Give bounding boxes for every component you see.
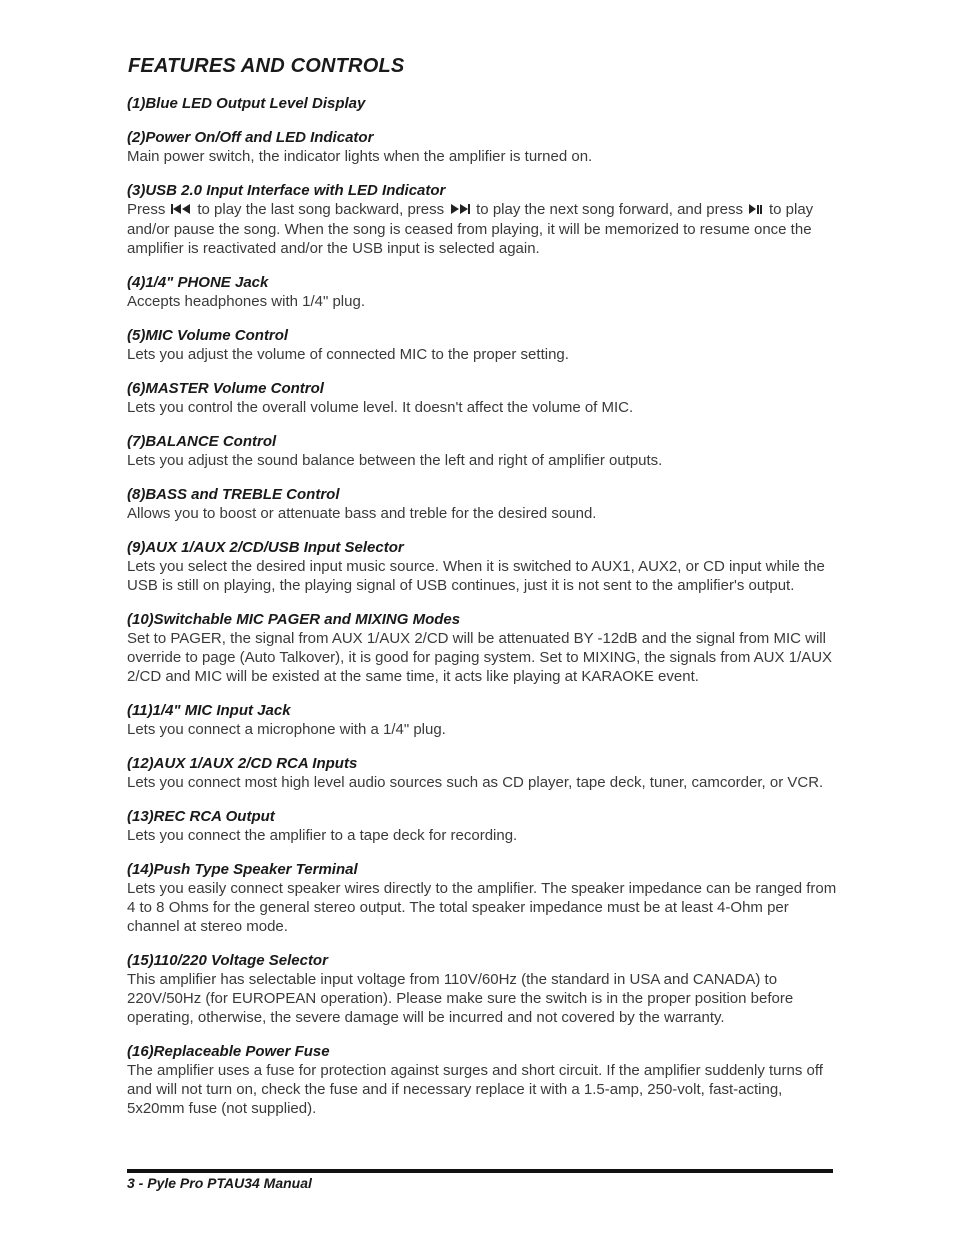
- feature-description: [127, 200, 837, 258]
- feature-heading: (8)BASS and TREBLE Control: [127, 485, 340, 503]
- feature-description: Main power switch, the indicator lights when the amplifier is turned on.: [127, 148, 593, 165]
- feature-item: [127, 952, 837, 1027]
- feature-item: [127, 129, 837, 166]
- feature-description: Lets you easily connect speaker wires directly to the amplifier. The speaker impedance can be ranged from 4 to 8 Ohms for the general stereo output. The total speaker impedance must be at least 4-Ohm per channel at stereo mode.: [127, 879, 837, 935]
- footer-divider: [127, 1169, 833, 1173]
- description-segment: to play and/or pause the song. When the song is ceased from playing, it will be memorized to resume once the amplifier is reactivated and/or the USB input is selected again.: [127, 201, 814, 257]
- feature-description: The amplifier uses a fuse for protection against surges and short circuit. If the amplifier suddenly turns off and will not turn on, check the fuse and if necessary replace it with a 1.5-amp, 250-volt, fast-acting, 5x20mm fuse (not supplied).: [127, 1061, 823, 1117]
- play-pause-icon: [749, 200, 763, 219]
- feature-description: Lets you adjust the sound balance between the left and right of amplifier outputs.: [127, 451, 663, 469]
- next-track-icon: [450, 200, 470, 219]
- feature-description: Lets you select the desired input music source. When it is switched to AUX1, AUX2, or CD input while the USB is still on playing, the playing signal of USB continues, just it is not sent to the amplifier's output.: [127, 557, 825, 594]
- feature-description: Lets you connect most high level audio sources such as CD player, tape deck, tuner, camcorder, or VCR.: [127, 773, 824, 791]
- feature-heading: (15)110/220 Voltage Selector: [127, 951, 328, 969]
- feature-heading: (5)MIC Volume Control: [127, 326, 289, 344]
- feature-heading: (4)1/4" PHONE Jack: [127, 273, 269, 291]
- feature-item: [127, 808, 837, 845]
- feature-item: [127, 539, 837, 595]
- feature-item: [127, 1043, 837, 1118]
- page-footer: 3 - Pyle Pro PTAU34 Manual: [127, 1175, 312, 1191]
- feature-description: Lets you adjust the volume of connected MIC to the proper setting.: [127, 345, 569, 363]
- feature-item: [127, 274, 837, 311]
- feature-item: [127, 327, 837, 364]
- description-segment: to play the next song forward, and press: [476, 201, 743, 218]
- feature-heading: (14)Push Type Speaker Terminal: [127, 860, 358, 878]
- page-title: FEATURES AND CONTROLS: [128, 55, 405, 77]
- feature-description: This amplifier has selectable input voltage from 110V/60Hz (the standard in USA and CANADA) to 220V/50Hz (for EUROPEAN operation). Please make sure the switch is in the proper position before operating, otherwise, the severe damage will be incurred and not covered by the warranty.: [127, 970, 794, 1026]
- feature-item: [127, 861, 837, 936]
- feature-description: Lets you connect a microphone with a 1/4" plug.: [127, 720, 446, 738]
- feature-description: Allows you to boost or attenuate bass and treble for the desired sound.: [127, 504, 597, 522]
- feature-heading: (12)AUX 1/AUX 2/CD RCA Inputs: [127, 754, 358, 772]
- feature-heading: (1)Blue LED Output Level Display: [127, 95, 366, 112]
- feature-item: [127, 182, 837, 258]
- feature-heading: (10)Switchable MIC PAGER and MIXING Modes: [127, 610, 461, 628]
- description-segment: to play the last song backward, press: [197, 201, 445, 218]
- feature-description: Accepts headphones with 1/4" plug.: [127, 292, 365, 310]
- feature-description: Lets you connect the amplifier to a tape deck for recording.: [127, 826, 518, 844]
- feature-description: Set to PAGER, the signal from AUX 1/AUX 2/CD will be attenuated BY -12dB and the signal from MIC will override to page (Auto Talkover), it is good for paging system. Set to MIXING, the signals from AUX 1/AUX 2/CD and MIC will be existed at the same time, it acts like playing at KARAOKE event.: [127, 629, 833, 685]
- feature-item: [127, 380, 837, 417]
- feature-item: [127, 95, 837, 113]
- feature-item: [127, 611, 837, 686]
- feature-item: [127, 433, 837, 470]
- feature-heading: (9)AUX 1/AUX 2/CD/USB Input Selector: [127, 538, 404, 556]
- feature-item: [127, 755, 837, 792]
- feature-heading: (13)REC RCA Output: [127, 807, 275, 825]
- features-list: [127, 95, 837, 1134]
- previous-track-icon: [171, 200, 191, 219]
- feature-item: [127, 486, 837, 523]
- feature-heading: (3)USB 2.0 Input Interface with LED Indicator: [127, 182, 446, 199]
- description-segment: Press: [127, 201, 166, 218]
- feature-item: [127, 702, 837, 739]
- feature-heading: (7)BALANCE Control: [127, 432, 277, 450]
- feature-heading: (16)Replaceable Power Fuse: [127, 1042, 330, 1060]
- feature-heading: (11)1/4" MIC Input Jack: [127, 701, 291, 719]
- feature-description: Lets you control the overall volume level. It doesn't affect the volume of MIC.: [127, 398, 634, 416]
- feature-heading: (6)MASTER Volume Control: [127, 379, 324, 397]
- feature-heading: (2)Power On/Off and LED Indicator: [127, 129, 374, 146]
